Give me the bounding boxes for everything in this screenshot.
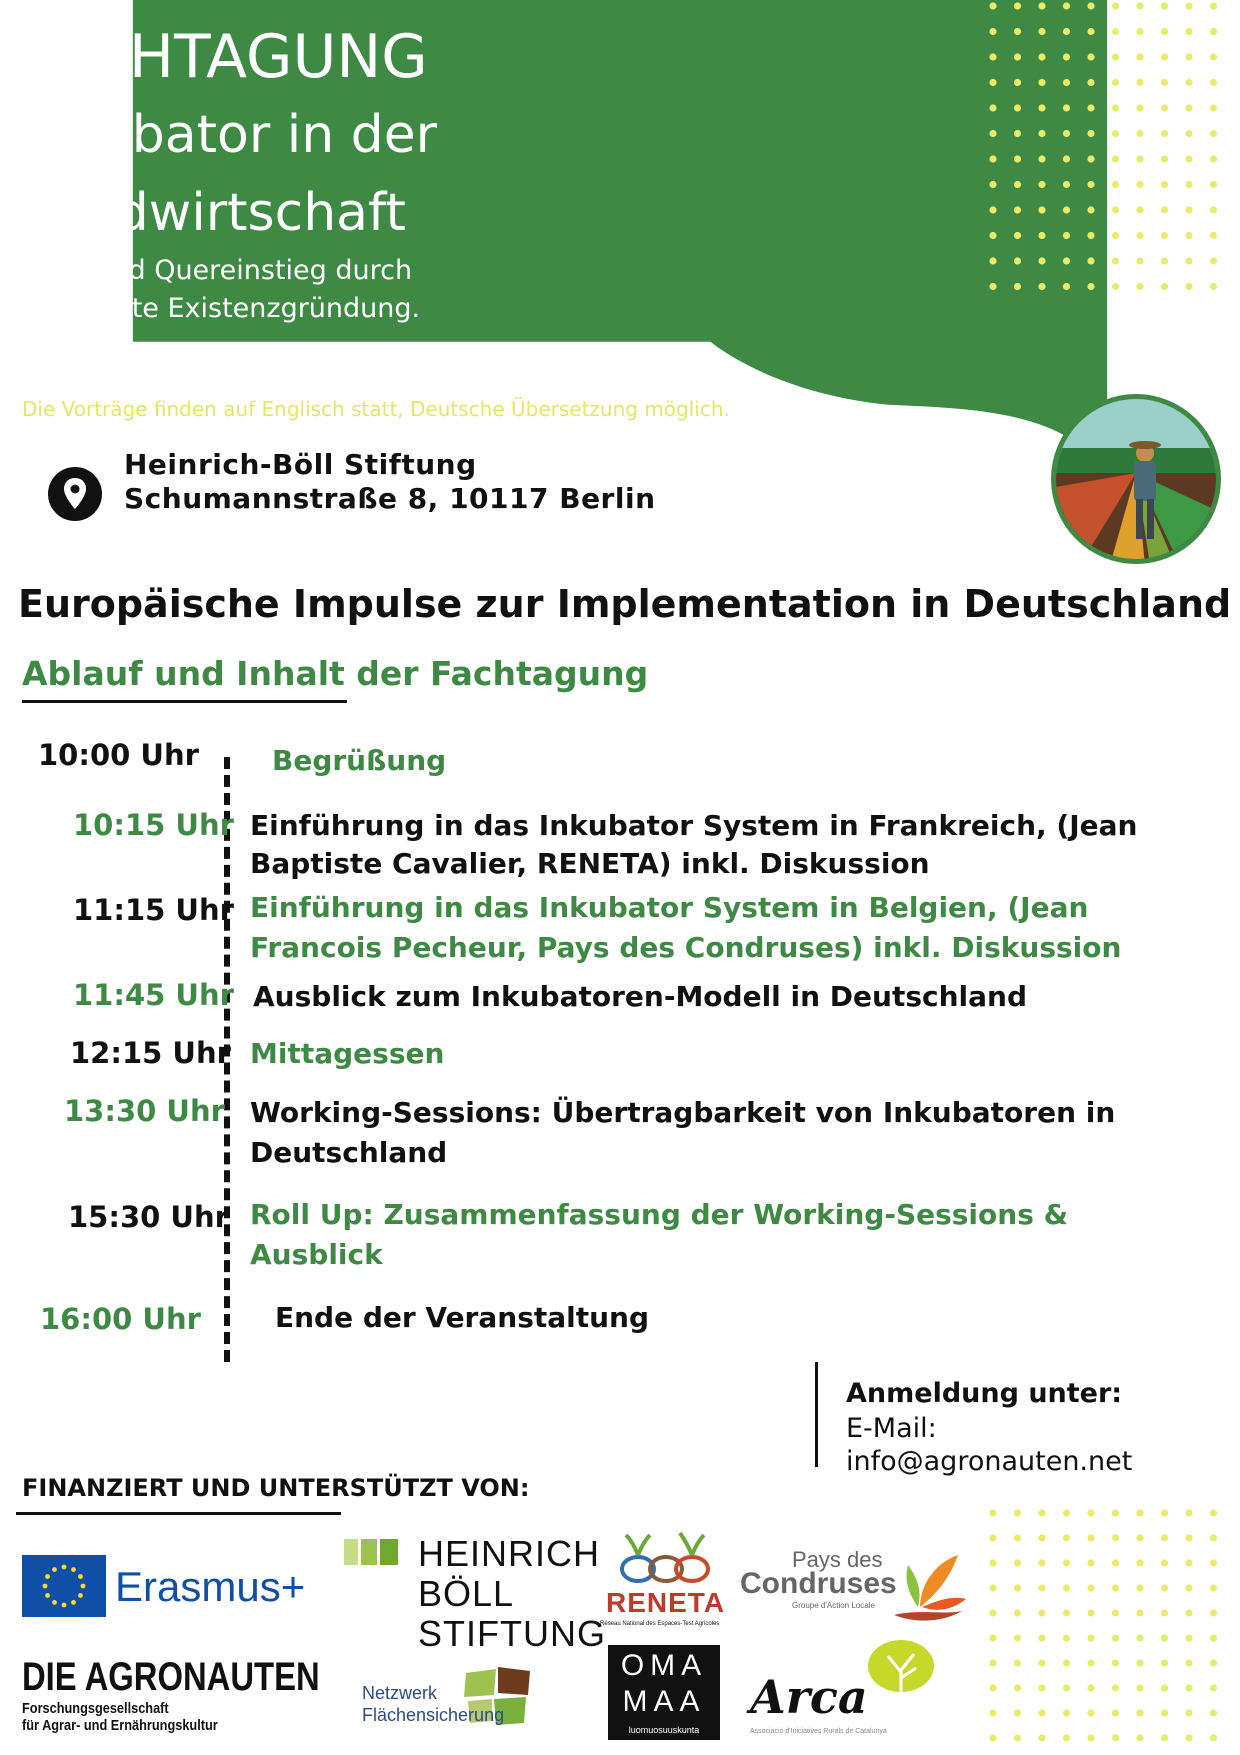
decorative-dot <box>1087 257 1094 264</box>
decorative-dot <box>1112 1609 1119 1616</box>
arca-logo <box>748 1638 948 1738</box>
boell-stiftung-logo <box>344 1533 606 1654</box>
decorative-dot <box>1112 1634 1119 1641</box>
tagline-line2: begleitete Existenzgründung. <box>22 293 421 324</box>
decorative-dot <box>1210 79 1217 86</box>
decorative-dot <box>1112 232 1119 239</box>
decorative-dot <box>1038 79 1045 86</box>
decorative-dot <box>989 104 996 111</box>
decorative-dot <box>1014 104 1021 111</box>
decorative-dot <box>1210 1709 1217 1716</box>
agenda-time: 12:15 Uhr <box>70 1036 231 1070</box>
decorative-dot <box>1136 257 1143 264</box>
decorative-dot <box>1038 53 1045 60</box>
decorative-dot <box>1210 130 1217 137</box>
agenda-item: Ende der Veranstaltung <box>275 1301 650 1334</box>
decorative-dot <box>1112 1534 1119 1541</box>
omamaa-logo-line2: MAA <box>622 1685 706 1718</box>
decorative-dot <box>1185 1584 1192 1591</box>
eu-star <box>62 1565 67 1570</box>
agenda-time: 13:30 Uhr <box>64 1094 225 1128</box>
agenda-time: 16:00 Uhr <box>40 1302 201 1336</box>
decorative-dot <box>1038 1634 1045 1641</box>
decorative-dot <box>1014 232 1021 239</box>
decorative-dot <box>1038 1709 1045 1716</box>
netzwerk-logo-line1: Netzwerk <box>362 1683 438 1703</box>
decorative-dot <box>1087 1684 1094 1691</box>
decorative-dot <box>1038 283 1045 290</box>
event-title-line2: Landwirtschaft <box>22 183 406 243</box>
pays-logo-line1: Pays des <box>792 1547 883 1572</box>
decorative-dot <box>1014 155 1021 162</box>
sponsors-heading-underline <box>16 1512 341 1515</box>
decorative-dot <box>1185 53 1192 60</box>
decorative-dot <box>1185 2 1192 9</box>
decorative-dot <box>989 1559 996 1566</box>
agenda-item: Mittagessen <box>250 1037 445 1070</box>
eu-star <box>43 1584 48 1589</box>
decorative-dot <box>1038 130 1045 137</box>
dot-pattern-top <box>985 0 1240 310</box>
decorative-dot <box>1014 1634 1021 1641</box>
erasmus-logo <box>22 1555 332 1620</box>
decorative-dot <box>1063 283 1070 290</box>
decorative-dot <box>989 232 996 239</box>
decorative-dot <box>989 130 996 137</box>
decorative-dot <box>1161 28 1168 35</box>
decorative-dot <box>1161 53 1168 60</box>
eu-star <box>52 1600 57 1605</box>
decorative-dot <box>1038 2 1045 9</box>
decorative-dot <box>989 155 996 162</box>
decorative-dot <box>1210 1609 1217 1616</box>
decorative-dot <box>1112 1559 1119 1566</box>
decorative-dot <box>1112 130 1119 137</box>
decorative-dot <box>1063 1659 1070 1666</box>
decorative-dot <box>1112 1684 1119 1691</box>
decorative-dot <box>989 206 996 213</box>
decorative-dot <box>989 1609 996 1616</box>
decorative-dot <box>1063 232 1070 239</box>
decorative-dot <box>1063 155 1070 162</box>
eu-star <box>81 1584 86 1589</box>
agenda-time: 11:45 Uhr <box>73 978 234 1012</box>
boell-logo-line1: HEINRICH <box>418 1533 601 1574</box>
decorative-dot <box>1161 1584 1168 1591</box>
agenda-time: 11:15 Uhr <box>73 893 234 927</box>
decorative-dot <box>1063 104 1070 111</box>
decorative-dot <box>1112 1734 1119 1741</box>
decorative-dot <box>1136 1559 1143 1566</box>
decorative-dot <box>1136 232 1143 239</box>
agronauten-subtitle-line2: für Agrar- und Ernährungskultur <box>22 1717 218 1734</box>
pays-des-condruses-logo <box>740 1535 970 1625</box>
location-pin-icon <box>48 467 102 521</box>
decorative-dot <box>1185 155 1192 162</box>
boell-logo-line3: STIFTUNG <box>418 1613 606 1654</box>
decorative-dot <box>1112 155 1119 162</box>
decorative-dot <box>1136 1684 1143 1691</box>
decorative-dot <box>1087 181 1094 188</box>
eu-star <box>71 1600 76 1605</box>
decorative-dot <box>1063 28 1070 35</box>
agronauten-logo <box>22 1655 320 1745</box>
decorative-dot <box>1185 206 1192 213</box>
netzwerk-logo-line2: Flächensicherung <box>362 1705 505 1725</box>
omamaa-logo-subtitle: luomuosuuskunta <box>628 1725 700 1735</box>
agronauten-subtitle-line1: Forschungsgesellschaft <box>22 1700 169 1717</box>
registration-label: Anmeldung unter: <box>846 1378 1123 1409</box>
decorative-dot <box>1185 232 1192 239</box>
decorative-dot <box>1038 1734 1045 1741</box>
decorative-dot <box>1112 1584 1119 1591</box>
decorative-dot <box>1112 1509 1119 1516</box>
decorative-dot <box>1161 1509 1168 1516</box>
decorative-dot <box>1014 181 1021 188</box>
decorative-dot <box>1063 79 1070 86</box>
decorative-dot <box>1136 53 1143 60</box>
decorative-dot <box>1161 1684 1168 1691</box>
decorative-dot <box>1112 283 1119 290</box>
decorative-dot <box>1014 1509 1021 1516</box>
decorative-dot <box>1136 1509 1143 1516</box>
omamaa-logo <box>608 1645 720 1740</box>
agenda-heading: Ablauf und Inhalt der Fachtagung <box>22 654 649 693</box>
eu-flag-icon <box>22 1555 106 1617</box>
decorative-dot <box>1112 257 1119 264</box>
decorative-dot <box>1038 257 1045 264</box>
decorative-dot <box>1014 1684 1021 1691</box>
decorative-dot <box>1063 1584 1070 1591</box>
decorative-dot <box>1161 1609 1168 1616</box>
boell-logo-line2: BÖLL <box>418 1573 515 1614</box>
decorative-dot <box>1136 1609 1143 1616</box>
decorative-dot <box>1063 1509 1070 1516</box>
decorative-dot <box>1161 155 1168 162</box>
venue-address: Schumannstraße 8, 10117 Berlin <box>124 482 656 515</box>
decorative-dot <box>1038 1559 1045 1566</box>
decorative-dot <box>1210 206 1217 213</box>
decorative-dot <box>1210 1659 1217 1666</box>
decorative-dot <box>1136 1659 1143 1666</box>
decorative-dot <box>1087 1509 1094 1516</box>
decorative-dot <box>1063 53 1070 60</box>
decorative-dot <box>1014 1584 1021 1591</box>
decorative-dot <box>1087 1709 1094 1716</box>
eu-star <box>78 1574 83 1579</box>
decorative-dot <box>1038 1659 1045 1666</box>
decorative-dot <box>1210 1534 1217 1541</box>
decorative-dot <box>1063 1684 1070 1691</box>
main-heading: Europäische Impulse zur Implementation in Deutschland <box>18 582 1232 626</box>
decorative-dot <box>989 257 996 264</box>
sponsors-heading: FINANZIERT UND UNTERSTÜTZT VON: <box>22 1474 530 1502</box>
pays-logo-line2: Condruses <box>740 1567 897 1600</box>
decorative-dot <box>1161 104 1168 111</box>
decorative-dot <box>1038 1534 1045 1541</box>
decorative-dot <box>1087 53 1094 60</box>
decorative-dot <box>1014 283 1021 290</box>
decorative-dot <box>989 28 996 35</box>
decorative-dot <box>1087 155 1094 162</box>
decorative-dot <box>1112 53 1119 60</box>
decorative-dot <box>1038 232 1045 239</box>
decorative-dot <box>989 1709 996 1716</box>
event-date: 17.Mai 2023 von 10:00 - 16:00 Uhr <box>22 344 619 384</box>
decorative-dot <box>1136 283 1143 290</box>
decorative-dot <box>989 1534 996 1541</box>
decorative-dot <box>1161 1559 1168 1566</box>
agenda-time: 15:30 Uhr <box>68 1200 229 1234</box>
eu-star <box>52 1567 57 1572</box>
decorative-dot <box>989 53 996 60</box>
decorative-dot <box>1136 206 1143 213</box>
decorative-dot <box>1161 1709 1168 1716</box>
decorative-dot <box>1038 181 1045 188</box>
decorative-dot <box>1063 181 1070 188</box>
decorative-dot <box>1161 1659 1168 1666</box>
decorative-dot <box>1014 1559 1021 1566</box>
registration-email-link[interactable]: info@agronauten.net <box>846 1446 1133 1477</box>
decorative-dot <box>1112 181 1119 188</box>
decorative-dot <box>1161 283 1168 290</box>
agenda-time: 10:00 Uhr <box>38 738 199 772</box>
eu-star <box>71 1567 76 1572</box>
decorative-dot <box>1136 130 1143 137</box>
decorative-dot <box>1161 79 1168 86</box>
decorative-dot <box>1087 1534 1094 1541</box>
decorative-dot <box>1210 1559 1217 1566</box>
decorative-dot <box>1210 1509 1217 1516</box>
decorative-dot <box>1185 130 1192 137</box>
decorative-dot <box>1161 1734 1168 1741</box>
decorative-dot <box>1136 1734 1143 1741</box>
decorative-dot <box>989 1584 996 1591</box>
decorative-dot <box>1063 257 1070 264</box>
decorative-dot <box>1185 1684 1192 1691</box>
eu-star <box>45 1593 50 1598</box>
decorative-dot <box>1185 1559 1192 1566</box>
agenda-item: Einführung in das Inkubator System in Frankreich, (Jean Baptiste Cavalier, RENETA) inkl. Diskussion <box>250 809 1138 880</box>
agenda-item: Begrüßung <box>272 744 447 777</box>
decorative-dot <box>1185 28 1192 35</box>
decorative-dot <box>1087 104 1094 111</box>
decorative-dot <box>1112 104 1119 111</box>
eu-star <box>45 1574 50 1579</box>
decorative-dot <box>1038 155 1045 162</box>
decorative-dot <box>1210 1684 1217 1691</box>
venue-name: Heinrich-Böll Stiftung <box>124 448 477 481</box>
decorative-dot <box>1210 283 1217 290</box>
email-label: E-Mail: <box>846 1413 937 1444</box>
decorative-dot <box>1210 232 1217 239</box>
farmer-illustration-image <box>1050 393 1222 565</box>
decorative-dot <box>1087 283 1094 290</box>
agenda-item: Roll Up: Zusammenfassung der Working-Sessions & Ausblick <box>250 1198 1069 1271</box>
decorative-dot <box>1112 2 1119 9</box>
decorative-dot <box>989 1509 996 1516</box>
eu-star <box>78 1593 83 1598</box>
omamaa-logo-line1: OMA <box>620 1649 708 1682</box>
decorative-dot <box>1014 2 1021 9</box>
eu-star <box>62 1603 67 1608</box>
agenda-item: Einführung in das Inkubator System in Belgien, (Jean Francois Pecheur, Pays des Condruses) inkl. Diskussion <box>250 891 1122 964</box>
decorative-dot <box>1210 1734 1217 1741</box>
reneta-logo-text: RENETA <box>606 1587 726 1618</box>
decorative-dot <box>1136 79 1143 86</box>
decorative-dot <box>1185 1659 1192 1666</box>
decorative-dot <box>1161 1534 1168 1541</box>
decorative-dot <box>1014 1709 1021 1716</box>
erasmus-logo-text: Erasmus+ <box>115 1563 306 1610</box>
decorative-dot <box>1161 2 1168 9</box>
decorative-dot <box>1112 1659 1119 1666</box>
decorative-dot <box>1087 130 1094 137</box>
decorative-dot <box>1185 283 1192 290</box>
decorative-dot <box>1014 1609 1021 1616</box>
decorative-dot <box>1063 2 1070 9</box>
decorative-dot <box>1185 1734 1192 1741</box>
decorative-dot <box>1063 1609 1070 1616</box>
decorative-dot <box>1014 206 1021 213</box>
decorative-dot <box>1014 79 1021 86</box>
decorative-dot <box>1112 206 1119 213</box>
decorative-dot <box>1087 1659 1094 1666</box>
decorative-dot <box>1063 130 1070 137</box>
agenda-heading-underline <box>22 700 347 703</box>
decorative-dot <box>1136 1709 1143 1716</box>
decorative-dot <box>1038 206 1045 213</box>
netzwerk-flaechensicherung-logo <box>360 1665 540 1730</box>
reneta-logo-subtitle: Réseau National des Espaces-Test Agricoles <box>600 1621 720 1627</box>
decorative-dot <box>1063 206 1070 213</box>
agenda-item: Ausblick zum Inkubatoren-Modell in Deutschland <box>253 980 1028 1013</box>
decorative-dot <box>989 1734 996 1741</box>
decorative-dot <box>1038 1609 1045 1616</box>
event-title-line1: Inkubator in der <box>22 105 438 165</box>
decorative-dot <box>989 2 996 9</box>
decorative-dot <box>1136 1634 1143 1641</box>
decorative-dot <box>1210 53 1217 60</box>
decorative-dot <box>1161 181 1168 188</box>
reneta-logo <box>598 1525 728 1630</box>
decorative-dot <box>1161 206 1168 213</box>
decorative-dot <box>1185 1509 1192 1516</box>
arca-logo-text: Arca <box>750 1670 868 1724</box>
decorative-dot <box>1161 130 1168 137</box>
decorative-dot <box>1087 1609 1094 1616</box>
decorative-dot <box>1087 1584 1094 1591</box>
event-type-title: FACHTAGUNG <box>18 22 428 92</box>
decorative-dot <box>1210 1634 1217 1641</box>
decorative-dot <box>1161 232 1168 239</box>
decorative-dot <box>1185 1634 1192 1641</box>
decorative-dot <box>1038 1584 1045 1591</box>
decorative-dot <box>1210 104 1217 111</box>
decorative-dot <box>1185 1709 1192 1716</box>
decorative-dot <box>1210 155 1217 162</box>
pays-logo-subtitle: Groupe d'Action Locale <box>792 1601 875 1610</box>
decorative-dot <box>1112 28 1119 35</box>
decorative-dot <box>1161 257 1168 264</box>
decorative-dot <box>1136 28 1143 35</box>
decorative-dot <box>1087 79 1094 86</box>
language-note: Die Vorträge finden auf Englisch statt, Deutsche Übersetzung möglich. <box>22 397 730 421</box>
decorative-dot <box>1014 53 1021 60</box>
decorative-dot <box>1210 1584 1217 1591</box>
decorative-dot <box>1014 1734 1021 1741</box>
decorative-dot <box>1063 1709 1070 1716</box>
decorative-dot <box>1112 1709 1119 1716</box>
tagline-line1: Neu- und Quereinstieg durch <box>22 255 413 286</box>
decorative-dot <box>1112 79 1119 86</box>
decorative-dot <box>1185 181 1192 188</box>
decorative-dot <box>1087 232 1094 239</box>
decorative-dot <box>1063 1559 1070 1566</box>
decorative-dot <box>1136 155 1143 162</box>
decorative-dot <box>1210 181 1217 188</box>
decorative-dot <box>989 1659 996 1666</box>
decorative-dot <box>1063 1534 1070 1541</box>
decorative-dot <box>989 1684 996 1691</box>
decorative-dot <box>989 79 996 86</box>
decorative-dot <box>1210 2 1217 9</box>
decorative-dot <box>1210 257 1217 264</box>
decorative-dot <box>1136 104 1143 111</box>
decorative-dot <box>1014 1534 1021 1541</box>
decorative-dot <box>1063 1734 1070 1741</box>
decorative-dot <box>1136 1584 1143 1591</box>
decorative-dot <box>1087 2 1094 9</box>
decorative-dot <box>1087 1559 1094 1566</box>
decorative-dot <box>1087 206 1094 213</box>
decorative-dot <box>1014 28 1021 35</box>
decorative-dot <box>1185 1534 1192 1541</box>
decorative-dot <box>1038 104 1045 111</box>
agronauten-logo-text: DIE AGRONAUTEN <box>22 1655 320 1699</box>
decorative-dot <box>1136 2 1143 9</box>
decorative-dot <box>1136 1534 1143 1541</box>
decorative-dot <box>1087 28 1094 35</box>
dot-pattern-bottom <box>985 1505 1240 1755</box>
decorative-dot <box>1161 1634 1168 1641</box>
decorative-dot <box>1185 104 1192 111</box>
agenda-item: Working-Sessions: Übertragbarkeit von Inkubatoren in Deutschland <box>250 1096 1116 1169</box>
decorative-dot <box>1014 257 1021 264</box>
decorative-dot <box>1038 1509 1045 1516</box>
decorative-dot <box>989 1634 996 1641</box>
decorative-dot <box>1038 1684 1045 1691</box>
decorative-dot <box>1087 1634 1094 1641</box>
registration-divider <box>815 1362 818 1467</box>
decorative-dot <box>989 181 996 188</box>
decorative-dot <box>1185 79 1192 86</box>
decorative-dot <box>1185 1609 1192 1616</box>
decorative-dot <box>1185 257 1192 264</box>
decorative-dot <box>989 283 996 290</box>
decorative-dot <box>1136 181 1143 188</box>
arca-logo-subtitle: Associació d'Iniciatives Rurals de Catalunya <box>750 1728 887 1735</box>
decorative-dot <box>1210 28 1217 35</box>
decorative-dot <box>1014 130 1021 137</box>
decorative-dot <box>1038 28 1045 35</box>
decorative-dot <box>1014 1659 1021 1666</box>
agenda-time: 10:15 Uhr <box>73 808 234 842</box>
decorative-dot <box>1087 1734 1094 1741</box>
decorative-dot <box>1063 1634 1070 1641</box>
